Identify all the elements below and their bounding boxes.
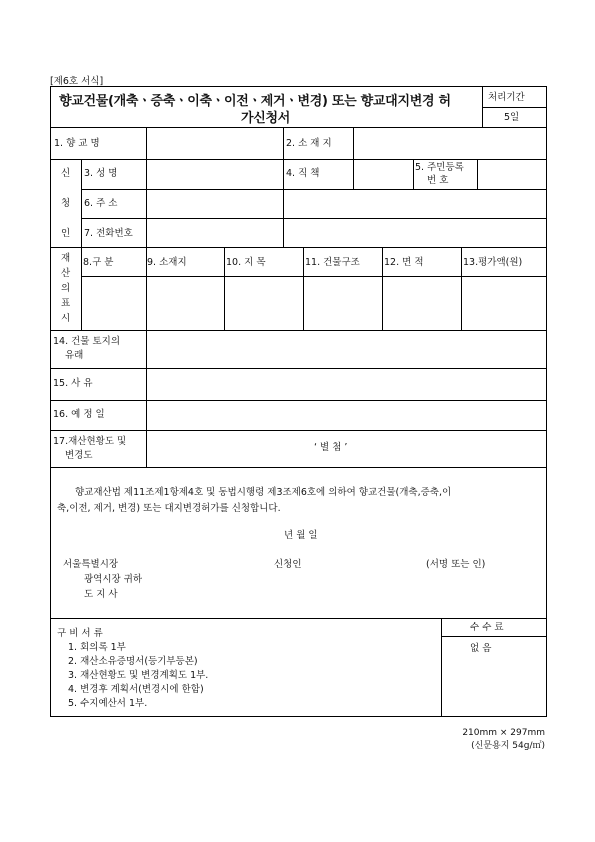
reason-field[interactable] <box>147 369 545 399</box>
address-label: 6. 주 소 <box>84 198 118 209</box>
origin-label-line1: 14. 건물 토지의 <box>53 336 121 347</box>
position-label: 4. 직 책 <box>286 168 320 179</box>
document-item-2: 2. 재산소유증명서(등기부등본) <box>68 656 198 667</box>
addressee-seoul: 서울특별시장 <box>63 559 119 570</box>
resident-number-field[interactable] <box>478 160 545 188</box>
position-field[interactable] <box>354 160 412 188</box>
col-type-label: 8.구 분 <box>83 257 114 268</box>
origin-label-line2: 유래 <box>65 350 84 361</box>
applicant-label-1: 신 <box>61 168 71 179</box>
phone-label: 7. 전화번호 <box>84 228 133 239</box>
document-item-4: 4. 변경후 계획서(변경시에 한함) <box>68 684 204 695</box>
statement-line2: 축,이전, 제거, 변경) 또는 대지변경허가를 신청합니다. <box>57 503 281 514</box>
area-field[interactable] <box>383 277 460 329</box>
status-map-label-line1: 17.재산현황도 및 <box>53 436 127 447</box>
col-location-label: 9. 소재지 <box>147 257 187 268</box>
value-field[interactable] <box>462 277 545 329</box>
fee-value: 없 음 <box>470 643 492 654</box>
scheduled-date-field[interactable] <box>147 401 545 429</box>
school-name-field[interactable] <box>147 128 282 158</box>
school-name-label: 1. 향 교 명 <box>54 138 100 149</box>
form-title-line1: 향교건물(개축ㆍ증축ㆍ이축ㆍ이전ㆍ제거ㆍ변경) 또는 향교대지변경 허 <box>59 94 451 109</box>
location-label: 2. 소 재 지 <box>286 138 332 149</box>
property-label-3: 의 <box>61 283 71 294</box>
processing-period-value: 5일 <box>504 112 520 123</box>
property-label-5: 시 <box>61 313 71 324</box>
attached-note: ‘ 별 첨 ’ <box>314 442 348 453</box>
addressee-province: 도 지 사 <box>84 589 118 600</box>
name-field[interactable] <box>147 160 282 188</box>
col-land-label: 10. 지 목 <box>226 257 266 268</box>
statement-line1: 향교재산법 제11조제1항제4호 및 동법시행령 제3조제6호에 의하여 향교건물(개축,증축,이 <box>75 487 452 498</box>
document-item-5: 5. 수지예산서 1부. <box>68 698 148 709</box>
applicant-signature-label: 신청인 <box>274 559 302 570</box>
land-category-field[interactable] <box>225 277 302 329</box>
reason-label: 15. 사 유 <box>53 378 93 389</box>
col-area-label: 12. 면 적 <box>384 257 424 268</box>
applicant-label-3: 인 <box>61 228 71 239</box>
location-field[interactable] <box>354 128 545 158</box>
col-structure-label: 11. 건물구조 <box>305 257 360 268</box>
addressee-metro: 광역시장 귀하 <box>84 574 143 585</box>
property-label-2: 산 <box>61 268 71 279</box>
building-structure-field[interactable] <box>304 277 381 329</box>
col-value-label: 13.평가액(원) <box>463 257 523 268</box>
scheduled-date-label: 16. 예 정 일 <box>53 409 105 420</box>
document-item-3: 3. 재산현황도 및 변경계획도 1부. <box>68 670 209 681</box>
paper-type: (신문용지 54g/㎡) <box>471 741 545 751</box>
type-field[interactable] <box>82 277 145 329</box>
application-form <box>50 86 547 717</box>
address-field[interactable] <box>147 190 545 217</box>
form-title-line2: 가신청서 <box>241 111 291 126</box>
fee-label: 수 수 료 <box>470 622 504 633</box>
signature-note: (서명 또는 인) <box>426 559 486 570</box>
applicant-label-2: 청 <box>61 198 71 209</box>
paper-size: 210mm × 297mm <box>462 728 545 738</box>
origin-field[interactable] <box>147 331 545 367</box>
property-label-4: 표 <box>61 298 71 309</box>
application-date: 년 월 일 <box>284 530 318 541</box>
resident-number-label-line1: 5. 주민등록 <box>415 162 464 173</box>
document-item-1: 1. 회의록 1부 <box>68 642 126 653</box>
property-label-1: 재 <box>61 253 71 264</box>
phone-field[interactable] <box>147 219 545 246</box>
form-number: [제6호 서식] <box>50 76 104 87</box>
name-label: 3. 성 명 <box>84 168 118 179</box>
processing-period-label: 처리기간 <box>488 92 525 103</box>
status-map-label-line2: 변경도 <box>65 450 93 461</box>
required-documents-heading: 구 비 서 류 <box>57 628 103 639</box>
property-location-field[interactable] <box>147 277 223 329</box>
resident-number-label-line2: 번 호 <box>427 175 449 186</box>
